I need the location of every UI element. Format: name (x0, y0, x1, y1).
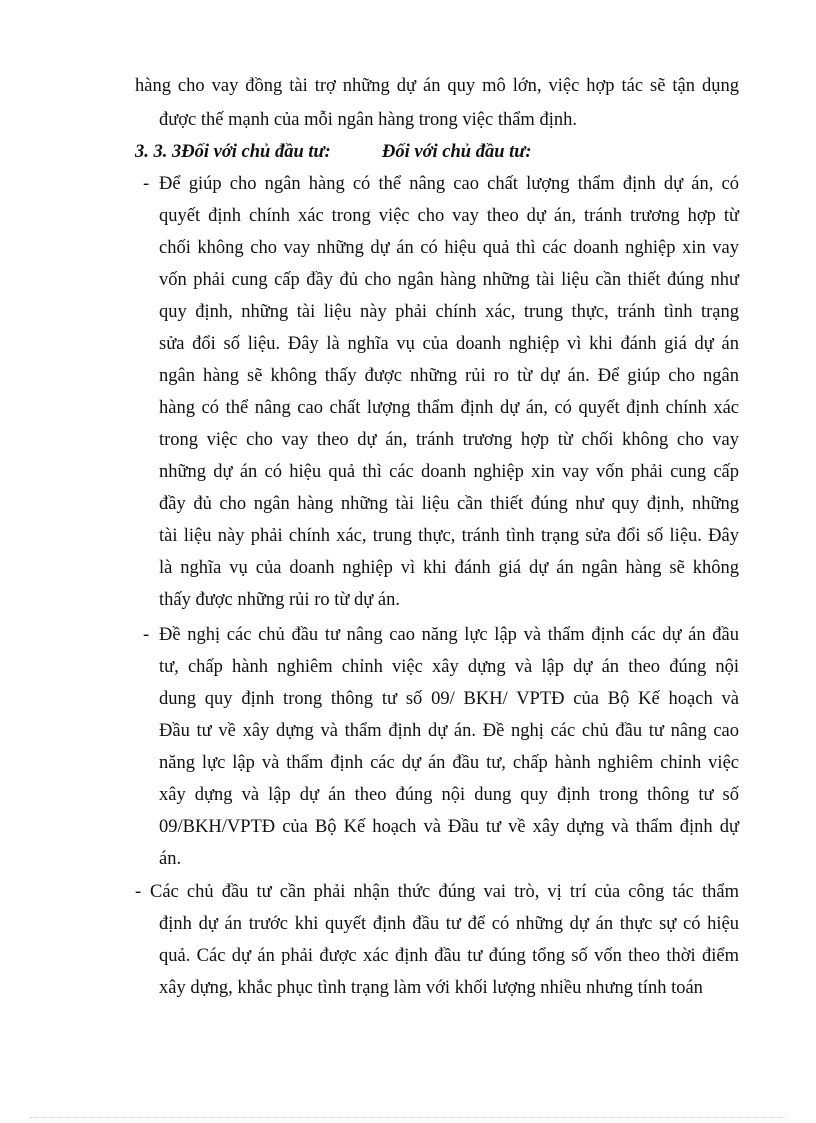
bullet-line: Đề nghị các chủ đầu tư nâng cao năng lực lập và thẩm định các dự án đầu (159, 625, 739, 645)
page-bottom-divider (30, 1117, 786, 1118)
paragraph-line: hàng cho vay đồng tài trợ những dự án quy mô lớn, việc hợp tác sẽ tận dụng (135, 76, 739, 96)
section-heading-repeat: Đối với chủ đầu tư: (382, 142, 532, 162)
bullet-line: chối không cho vay những dự án có hiệu quả thì các doanh nghiệp xin vay (159, 238, 739, 258)
bullet-line: là nghĩa vụ của doanh nghiệp vì khi đánh giá dự án ngân hàng sẽ không (159, 558, 739, 578)
bullet-line: ngân hàng sẽ không thấy được những rủi ro từ dự án. Để giúp cho ngân (159, 366, 739, 386)
bullet-line: những dự án có hiệu quả thì các doanh nghiệp xin vay vốn phải cung cấp (159, 462, 739, 482)
bullet-line: quy định, những tài liệu này phải chính xác, trung thực, tránh tình trạng (159, 302, 739, 322)
bullet-line: tư, chấp hành nghiêm chỉnh việc xây dựng và lập dự án theo đúng nội (159, 657, 739, 677)
bullet-dash: - (143, 174, 150, 194)
bullet-line: hàng có thể nâng cao chất lượng thẩm định dự án, có quyết định chính xác (159, 398, 739, 418)
bullet-line: án. (159, 849, 182, 869)
bullet-line: xây dựng, khắc phục tình trạng làm với khối lượng nhiều nhưng tính toán (159, 978, 703, 998)
paragraph-line: được thế mạnh của mỗi ngân hàng trong việc thẩm định. (159, 110, 577, 130)
bullet-line: năng lực lập và thẩm định các dự án đầu tư, chấp hành nghiêm chỉnh việc (159, 753, 739, 773)
bullet-line: dung quy định trong thông tư số 09/ BKH/ VPTĐ của Bộ Kế hoạch và (159, 689, 739, 709)
bullet-line: tài liệu này phải chính xác, trung thực, tránh tình trạng sửa đổi số liệu. Đây (159, 526, 739, 546)
bullet-line: quả. Các dự án phải được xác định đầu tư đúng tổng số vốn theo thời điểm (159, 946, 739, 966)
bullet-line: thấy được những rủi ro từ dự án. (159, 590, 401, 610)
bullet-line: vốn phải cung cấp đầy đủ cho ngân hàng những tài liệu cần thiết đúng như (159, 270, 739, 290)
bullet-line: sửa đổi số liệu. Đây là nghĩa vụ của doanh nghiệp vì khi đánh giá dự án (159, 334, 739, 354)
bullet-line: trong việc cho vay theo dự án, tránh trương hợp từ chối không cho vay (159, 430, 739, 450)
section-heading (135, 136, 535, 168)
bullet-line: đầy đủ cho ngân hàng những tài liệu cần thiết đúng như quy định, những (159, 494, 739, 514)
bullet-line: 09/BKH/VPTĐ của Bộ Kế hoạch và Đầu tư về xây dựng và thẩm định dự (159, 817, 739, 837)
bullet-line: Các chủ đầu tư cần phải nhận thức đúng vai trò, vị trí của công tác thẩm (150, 882, 739, 902)
section-heading-number: 3. 3. 3Đối với chủ đầu tư: (135, 142, 331, 162)
bullet-line: định dự án trước khi quyết định đầu tư để có những dự án thực sự có hiệu (159, 914, 739, 934)
bullet-dash: - (135, 882, 142, 902)
bullet-line: Để giúp cho ngân hàng có thể nâng cao chất lượng thẩm định dự án, có (159, 174, 739, 194)
bullet-dash: - (143, 625, 150, 645)
bullet-line: quyết định chính xác trong việc cho vay theo dự án, tránh trương hợp từ (159, 206, 739, 226)
bullet-line: xây dựng và lập dự án theo đúng nội dung quy định trong thông tư số (159, 785, 739, 805)
bullet-line: Đầu tư về xây dựng và thẩm định dự án. Đề nghị các chủ đầu tư nâng cao (159, 721, 739, 741)
